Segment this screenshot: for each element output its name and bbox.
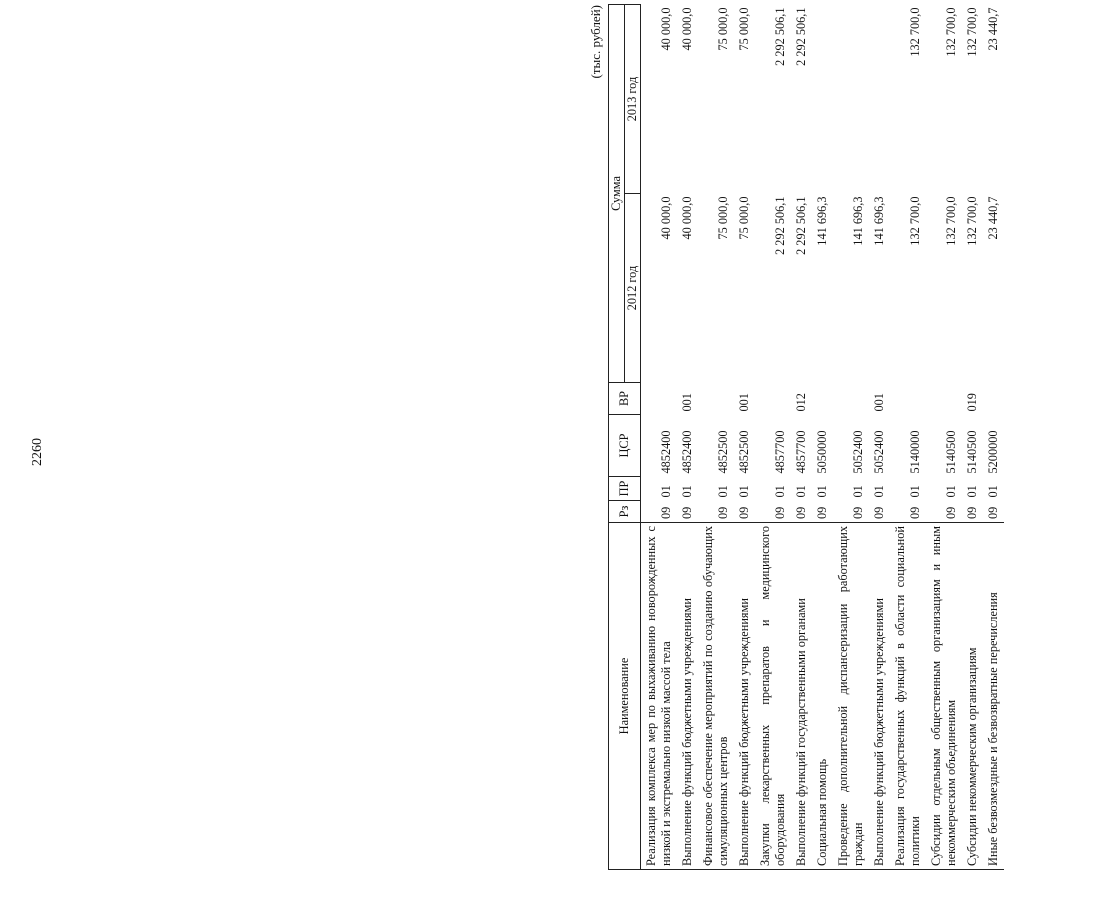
cell-vr <box>926 383 962 415</box>
page-number: 2260 <box>30 438 45 466</box>
cell-y2012: 40 000,0 <box>659 196 673 240</box>
cell-y2012: 75 000,0 <box>737 196 751 240</box>
cell-rz: 09 <box>794 506 808 519</box>
table-row <box>869 4 890 869</box>
header-rz: Рз <box>609 501 641 523</box>
cell-y2013: 23 440,7 <box>986 7 1000 51</box>
cell-name: Финансовое обеспечение мероприятий по созданию обучающих симуляционных центров <box>698 523 734 870</box>
cell-y2012: 132 700,0 <box>944 196 958 246</box>
header-pr: ПР <box>609 477 641 501</box>
cell-y2013: 40 000,0 <box>680 7 694 51</box>
cell-csr: 4857700 <box>773 430 787 474</box>
cell-vr: 001 <box>872 393 886 412</box>
cell-y2012: 40 000,0 <box>680 196 694 240</box>
cell-vr <box>812 383 833 415</box>
cell-y2013: 132 700,0 <box>908 7 922 57</box>
cell-y2012: 141 696,3 <box>872 196 886 246</box>
cell-rz: 09 <box>659 506 673 519</box>
cell-vr: 001 <box>680 393 694 412</box>
cell-name: Иные безвозмездные и безвозвратные перечисления <box>983 523 1004 870</box>
rotated-table-area <box>588 5 1103 870</box>
cell-vr <box>890 383 926 415</box>
cell-y2012: 2 292 506,1 <box>773 196 787 255</box>
cell-name: Выполнение функций бюджетными учреждениями <box>734 523 755 870</box>
cell-name: Выполнение функций бюджетными учреждениями <box>869 523 890 870</box>
cell-pr: 01 <box>908 485 922 498</box>
cell-name: Социальная помощь <box>812 523 833 870</box>
table-row <box>833 4 869 869</box>
cell-y2013: 40 000,0 <box>659 7 673 51</box>
table-row <box>983 4 1004 869</box>
cell-name: Закупки лекарственных препаратов и медицинского оборудования <box>755 523 791 870</box>
cell-y2013: 75 000,0 <box>737 7 751 51</box>
cell-vr <box>755 383 791 415</box>
cell-pr: 01 <box>851 485 865 498</box>
cell-name: Реализация государственных функций в области социальной политики <box>890 523 926 870</box>
cell-rz: 09 <box>680 506 694 519</box>
cell-y2012: 132 700,0 <box>965 196 979 246</box>
table-row <box>677 4 698 869</box>
table-row <box>812 4 833 869</box>
cell-pr: 01 <box>986 485 1000 498</box>
cell-pr: 01 <box>773 485 787 498</box>
cell-vr: 001 <box>737 393 751 412</box>
cell-csr: 5140500 <box>965 430 979 474</box>
cell-csr: 4852500 <box>737 430 751 474</box>
unit-label: (тыс. рублей) <box>588 5 603 79</box>
cell-rz: 09 <box>944 506 958 519</box>
table-row <box>734 4 755 869</box>
cell-vr <box>641 383 678 415</box>
cell-y2013: 2 292 506,1 <box>794 7 808 66</box>
cell-pr: 01 <box>716 485 730 498</box>
cell-rz: 09 <box>965 506 979 519</box>
cell-y2012: 141 696,3 <box>815 196 829 246</box>
cell-name: Субсидии отдельным общественным организациям и иным некоммерческим объединениям <box>926 523 962 870</box>
cell-vr <box>698 383 734 415</box>
table-row <box>698 4 734 869</box>
cell-csr: 5200000 <box>986 430 1000 474</box>
cell-vr <box>983 383 1004 415</box>
cell-csr: 4852400 <box>659 430 673 474</box>
cell-pr: 01 <box>680 485 694 498</box>
cell-y2012: 75 000,0 <box>716 196 730 240</box>
header-name: Наименование <box>609 523 641 870</box>
budget-table <box>608 4 1004 870</box>
cell-vr: 019 <box>965 393 979 412</box>
header-csr: ЦСР <box>609 415 641 477</box>
cell-y2012: 23 440,7 <box>986 196 1000 240</box>
cell-csr: 4852400 <box>680 430 694 474</box>
cell-y2013 <box>833 4 869 193</box>
cell-pr: 01 <box>965 485 979 498</box>
cell-y2012: 132 700,0 <box>908 196 922 246</box>
header-2013: 2013 год <box>625 4 641 193</box>
cell-name: Субсидии некоммерческим организациям <box>962 523 983 870</box>
cell-rz: 09 <box>986 506 1000 519</box>
cell-rz: 09 <box>737 506 751 519</box>
cell-csr: 5140500 <box>944 430 958 474</box>
header-2012: 2012 год <box>625 194 641 383</box>
table-row <box>926 4 962 869</box>
cell-csr: 4857700 <box>794 430 808 474</box>
cell-pr: 01 <box>872 485 886 498</box>
cell-name: Реализация комплекса мер по выхаживанию новорожденных с низкой и экстремально низкой массой тела <box>641 523 678 870</box>
cell-y2013 <box>812 4 833 193</box>
cell-y2012: 2 292 506,1 <box>794 196 808 255</box>
header-vr: ВР <box>609 383 641 415</box>
cell-rz: 09 <box>773 506 787 519</box>
cell-vr <box>833 383 869 415</box>
cell-csr: 5052400 <box>851 430 865 474</box>
cell-y2013: 2 292 506,1 <box>773 7 787 66</box>
cell-pr: 01 <box>815 485 829 498</box>
cell-csr: 5140000 <box>908 430 922 474</box>
cell-csr: 5050000 <box>815 430 829 474</box>
cell-csr: 5052400 <box>872 430 886 474</box>
cell-vr: 012 <box>794 393 808 412</box>
table-row <box>890 4 926 869</box>
table-body <box>641 4 1005 869</box>
cell-y2013: 132 700,0 <box>965 7 979 57</box>
cell-pr: 01 <box>659 485 673 498</box>
header-sum: Сумма <box>609 4 625 382</box>
table-row <box>962 4 983 869</box>
cell-name: Проведение дополнительной диспансеризации работающих граждан <box>833 523 869 870</box>
cell-pr: 01 <box>794 485 808 498</box>
cell-rz: 09 <box>872 506 886 519</box>
cell-y2013: 75 000,0 <box>716 7 730 51</box>
cell-csr: 4852500 <box>716 430 730 474</box>
cell-rz: 09 <box>908 506 922 519</box>
cell-rz: 09 <box>815 506 829 519</box>
cell-pr: 01 <box>944 485 958 498</box>
cell-rz: 09 <box>851 506 865 519</box>
cell-rz: 09 <box>716 506 730 519</box>
cell-name: Выполнение функций государственными органами <box>791 523 812 870</box>
cell-pr: 01 <box>737 485 751 498</box>
cell-y2013 <box>869 4 890 193</box>
table-row <box>791 4 812 869</box>
cell-y2012: 141 696,3 <box>851 196 865 246</box>
cell-y2013: 132 700,0 <box>944 7 958 57</box>
cell-name: Выполнение функций бюджетными учреждениями <box>677 523 698 870</box>
table-row <box>755 4 791 869</box>
table-row <box>641 4 678 869</box>
